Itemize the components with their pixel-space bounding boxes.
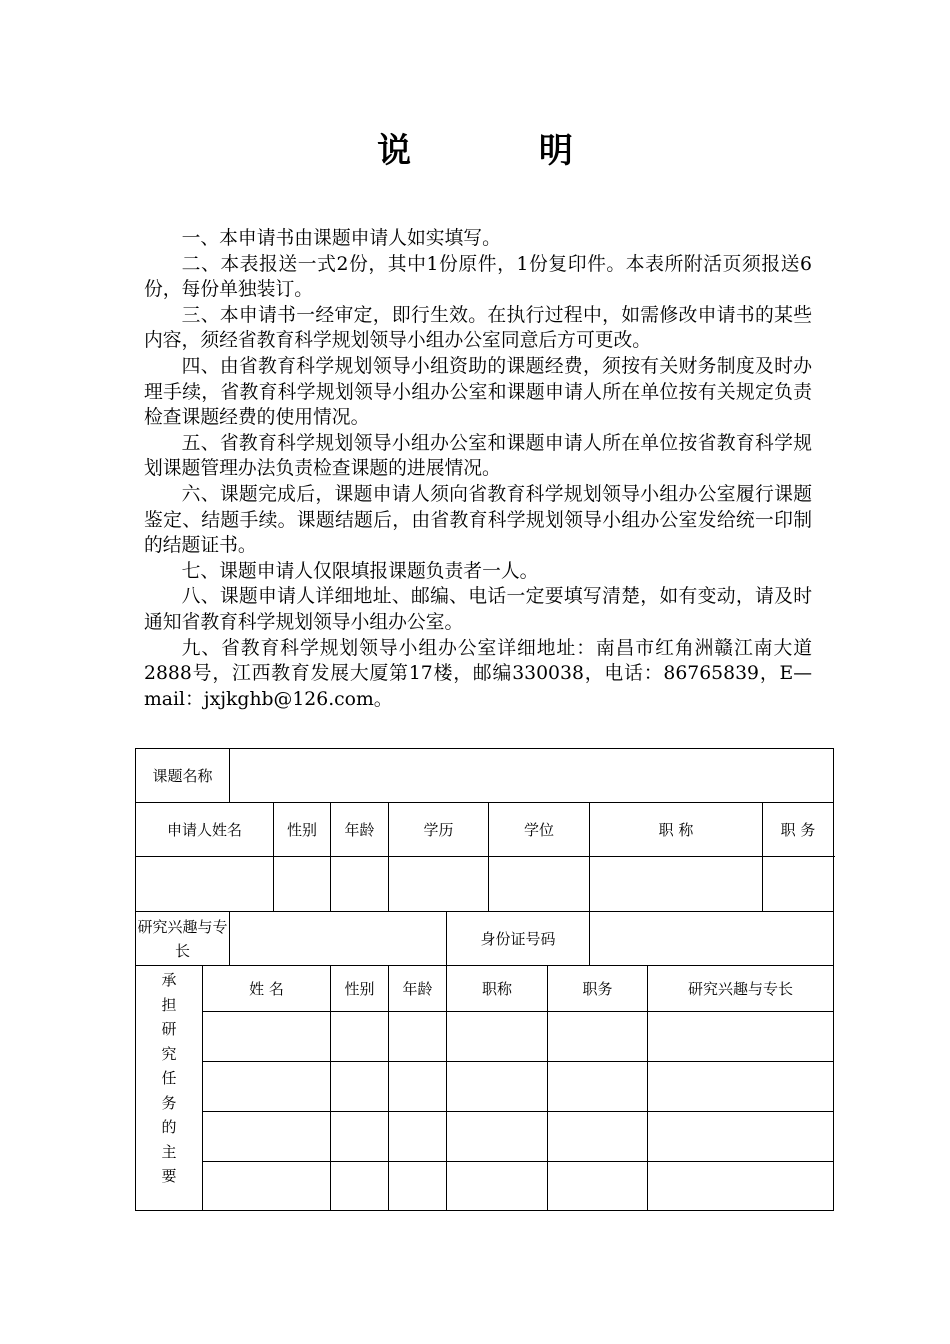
member-position-field[interactable] — [548, 1162, 648, 1211]
member-name-field[interactable] — [203, 1162, 331, 1211]
interest-label: 研究兴趣与专长 — [136, 912, 230, 966]
instruction-7: 七、课题申请人仅限填报课题负责者一人。 — [181, 560, 539, 582]
member-name-field[interactable] — [203, 1112, 331, 1162]
instruction-8: 八、课题申请人详细地址、邮编、电话一定要填写清楚，如有变动，请及时通知省教育科学规划领导小组办公室。 — [144, 586, 812, 633]
topic-name-field[interactable] — [230, 749, 834, 803]
applicant-education-field[interactable] — [389, 857, 489, 912]
member-row — [136, 1062, 834, 1112]
member-interest-field[interactable] — [648, 1012, 834, 1062]
application-form-table — [135, 748, 834, 1211]
instruction-9: 九、省教育科学规划领导小组办公室详细地址：南昌市红角洲赣江南大道2888号，江西教育发展大厦第17楼，邮编330038，电话：86765839，E—mail：jxjkghb@126.com。 — [144, 637, 812, 710]
applicant-name-field[interactable] — [136, 857, 274, 912]
member-section-char: 主 — [161, 1142, 177, 1161]
member-age-field[interactable] — [389, 1062, 447, 1112]
member-row — [136, 1012, 834, 1062]
member-section-char: 任 — [161, 1069, 177, 1087]
member-age-field[interactable] — [389, 1112, 447, 1162]
member-name-header: 姓 名 — [203, 966, 331, 1012]
applicant-data-row — [136, 857, 834, 912]
applicant-education-header: 学历 — [389, 803, 489, 857]
member-age-header: 年龄 — [389, 966, 447, 1012]
interest-field[interactable] — [230, 912, 447, 966]
member-section-char: 的 — [161, 1118, 177, 1136]
member-section-char: 究 — [161, 1044, 177, 1063]
member-interest-field[interactable] — [648, 1062, 834, 1112]
member-title-field[interactable] — [447, 1012, 548, 1062]
applicant-position-header: 职 务 — [763, 803, 834, 857]
member-gender-field[interactable] — [331, 1112, 389, 1162]
member-gender-field[interactable] — [331, 1012, 389, 1062]
member-row — [136, 1112, 834, 1162]
page-title: 说 明 — [377, 131, 631, 171]
member-title-header: 职称 — [447, 966, 548, 1012]
member-interest-field[interactable] — [648, 1162, 834, 1211]
member-section-char: 担 — [161, 995, 177, 1014]
member-section-char: 承 — [161, 971, 177, 989]
instruction-2: 二、本表报送一式2份，其中1份原件，1份复印件。本表所附活页须报送6份，每份单独装订。 — [144, 253, 812, 301]
applicant-title-header: 职 称 — [590, 803, 763, 857]
member-header-row — [136, 966, 834, 1012]
instruction-3: 三、本申请书一经审定，即行生效。在执行过程中，如需修改申请书的某些内容，须经省教育科学规划领导小组办公室同意后方可更改。 — [144, 304, 812, 352]
interest-id-row — [136, 912, 834, 966]
member-gender-field[interactable] — [331, 1062, 389, 1112]
instruction-5: 五、省教育科学规划领导小组办公室和课题申请人所在单位按省教育科学规划课题管理办法负责检查课题的进展情况。 — [144, 432, 812, 480]
applicant-header-row — [136, 803, 834, 857]
member-gender-header: 性别 — [331, 966, 389, 1012]
id-number-label: 身份证号码 — [447, 912, 590, 966]
member-position-header: 职务 — [548, 966, 648, 1012]
member-section-char: 要 — [161, 1167, 177, 1185]
id-number-field[interactable] — [590, 912, 834, 966]
instructions — [144, 226, 812, 712]
member-row — [136, 1162, 834, 1211]
topic-name-row — [136, 749, 834, 803]
member-section-label — [136, 966, 203, 1211]
member-name-field[interactable] — [203, 1012, 331, 1062]
member-position-field[interactable] — [548, 1012, 648, 1062]
member-interest-field[interactable] — [648, 1112, 834, 1162]
member-title-field[interactable] — [447, 1062, 548, 1112]
applicant-title-field[interactable] — [590, 857, 763, 912]
member-section-char: 研 — [161, 1020, 177, 1038]
applicant-gender-header: 性别 — [274, 803, 331, 857]
applicant-age-field[interactable] — [331, 857, 389, 912]
applicant-degree-field[interactable] — [489, 857, 590, 912]
instruction-4: 四、由省教育科学规划领导小组资助的课题经费，须按有关财务制度及时办理手续，省教育科学规划领导小组办公室和课题申请人所在单位按有关规定负责检查课题经费的使用情况。 — [144, 355, 812, 429]
member-gender-field[interactable] — [331, 1162, 389, 1211]
member-name-field[interactable] — [203, 1062, 331, 1112]
member-title-field[interactable] — [447, 1112, 548, 1162]
applicant-age-header: 年龄 — [331, 803, 389, 857]
member-position-field[interactable] — [548, 1112, 648, 1162]
applicant-position-field[interactable] — [763, 857, 834, 912]
instruction-1: 一、本申请书由课题申请人如实填写。 — [181, 228, 501, 249]
member-section-char: 务 — [161, 1093, 177, 1112]
applicant-name-header: 申请人姓名 — [136, 803, 274, 857]
applicant-degree-header: 学位 — [489, 803, 590, 857]
member-age-field[interactable] — [389, 1162, 447, 1211]
applicant-gender-field[interactable] — [274, 857, 331, 912]
member-interest-header: 研究兴趣与专长 — [648, 966, 834, 1012]
instruction-6: 六、课题完成后，课题申请人须向省教育科学规划领导小组办公室履行课题鉴定、结题手续。课题结题后，由省教育科学规划领导小组办公室发给统一印制的结题证书。 — [144, 483, 812, 557]
topic-name-label: 课题名称 — [136, 749, 230, 803]
member-age-field[interactable] — [389, 1012, 447, 1062]
member-position-field[interactable] — [548, 1062, 648, 1112]
member-title-field[interactable] — [447, 1162, 548, 1211]
